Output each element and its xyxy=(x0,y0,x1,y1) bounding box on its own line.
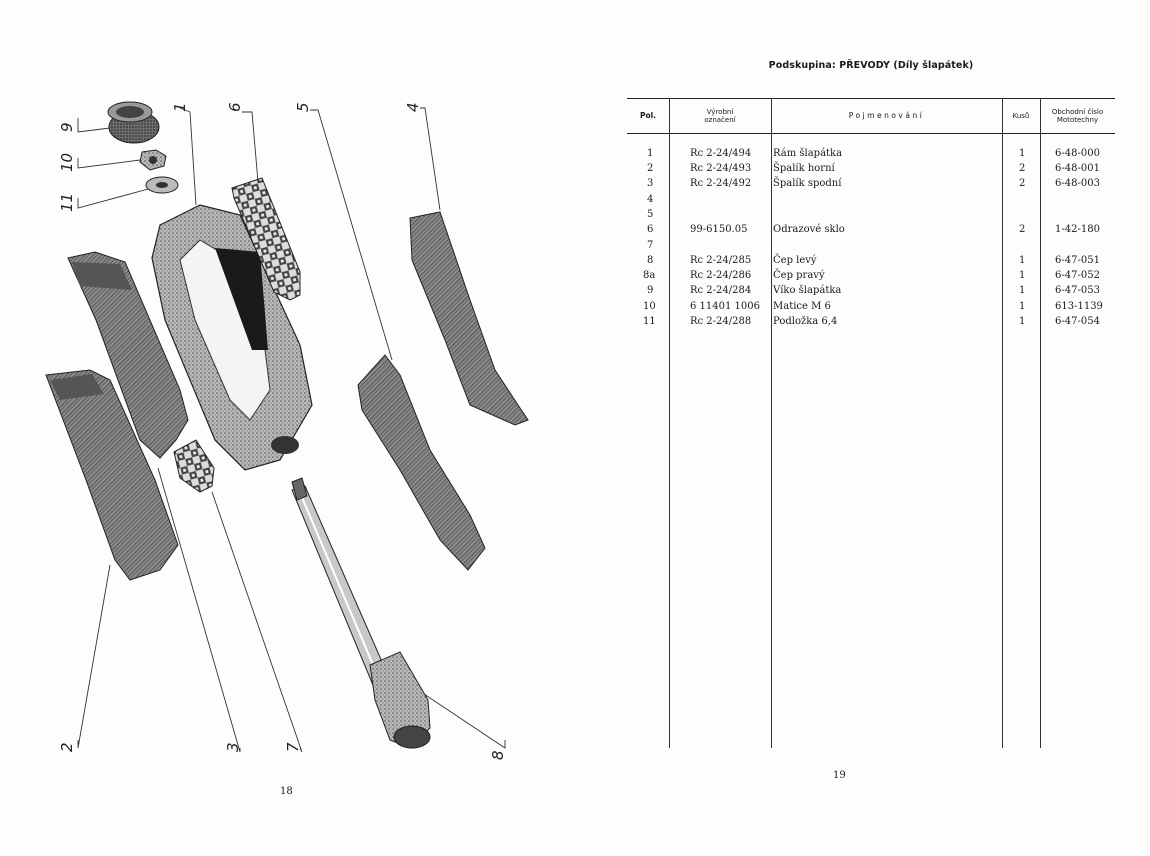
cell-name: Odrazové sklo xyxy=(773,224,845,235)
callout-10: 10 xyxy=(58,152,76,172)
cell-obchodni: 6-48-003 xyxy=(1055,178,1100,189)
callout-4: 4 xyxy=(404,102,422,112)
cell-obchodni: 6-47-053 xyxy=(1055,285,1100,296)
header-kusu: Kusů xyxy=(1012,111,1030,120)
cell-obchodni: 1-42-180 xyxy=(1055,224,1100,235)
table-row xyxy=(627,163,1115,175)
table-row xyxy=(627,148,1115,160)
callout-1: 1 xyxy=(171,102,189,112)
callout-5: 5 xyxy=(294,102,312,112)
callout-11: 11 xyxy=(58,192,76,212)
cell-pol: 7 xyxy=(647,240,654,251)
cell-obchodni: 613-1139 xyxy=(1055,301,1103,312)
cell-kusu: 1 xyxy=(1019,301,1026,312)
table-row xyxy=(627,240,1115,252)
table-row xyxy=(627,301,1115,313)
parts-table xyxy=(627,98,1115,748)
table-row xyxy=(627,255,1115,267)
table-row xyxy=(627,316,1115,328)
cell-name: Víko šlapátka xyxy=(773,285,842,296)
cell-kusu: 1 xyxy=(1019,285,1026,296)
table-row xyxy=(627,285,1115,297)
callout-3: 3 xyxy=(224,742,242,752)
part-small-reflector xyxy=(174,440,214,492)
cell-kusu: 2 xyxy=(1019,178,1026,189)
cell-pol: 9 xyxy=(647,285,654,296)
cell-pol: 2 xyxy=(647,163,654,174)
cell-pol: 11 xyxy=(643,316,656,327)
part-nut xyxy=(140,150,166,170)
subgroup-title: Podskupina: PŘEVODY (Díly šlapátek) xyxy=(768,60,974,71)
callout-6: 6 xyxy=(226,102,244,112)
cell-kusu: 2 xyxy=(1019,224,1026,235)
cell-pol: 8 xyxy=(647,255,654,266)
cell-pol: 4 xyxy=(647,194,654,205)
cell-vyrobni: 99-6150.05 xyxy=(690,224,748,235)
cell-vyrobni: Rc 2-24/493 xyxy=(690,163,752,174)
table-row xyxy=(627,270,1115,282)
callout-8: 8 xyxy=(489,750,507,760)
cell-pol: 10 xyxy=(643,301,656,312)
cell-obchodni: 6-48-000 xyxy=(1055,148,1100,159)
table-row xyxy=(627,209,1115,221)
cell-name: Špalík horní xyxy=(773,163,835,174)
part-washer xyxy=(146,177,178,193)
cell-name: Podložka 6,4 xyxy=(773,316,838,327)
cell-obchodni: 6-48-001 xyxy=(1055,163,1100,174)
table-header-rule xyxy=(627,133,1115,134)
header-vyrobni-oznaceni: Výrobní označení xyxy=(704,107,736,124)
cell-kusu: 1 xyxy=(1019,316,1026,327)
cell-vyrobni: Rc 2-24/286 xyxy=(690,270,752,281)
cell-vyrobni: Rc 2-24/494 xyxy=(690,148,752,159)
page-number-right: 19 xyxy=(833,770,846,781)
callout-2: 2 xyxy=(58,742,76,752)
callout-9: 9 xyxy=(58,122,76,132)
part-pin xyxy=(292,478,430,748)
cell-kusu: 1 xyxy=(1019,255,1026,266)
cell-name: Špalík spodní xyxy=(773,178,842,189)
cell-name: Čep levý xyxy=(773,255,817,266)
callout-7: 7 xyxy=(284,742,302,752)
cell-pol: 3 xyxy=(647,178,654,189)
cell-pol: 5 xyxy=(647,209,654,220)
cell-vyrobni: Rc 2-24/284 xyxy=(690,285,752,296)
header-pojmenovani: Pojmenování xyxy=(848,110,925,120)
cell-pol: 1 xyxy=(647,148,654,159)
cell-vyrobni: Rc 2-24/288 xyxy=(690,316,752,327)
cell-obchodni: 6-47-054 xyxy=(1055,316,1100,327)
cell-pol: 8a xyxy=(643,270,656,281)
page-number-left: 18 xyxy=(280,786,293,797)
cell-vyrobni: 6 11401 1006 xyxy=(690,301,760,312)
table-row xyxy=(627,178,1115,190)
cell-kusu: 1 xyxy=(1019,270,1026,281)
cell-pol: 6 xyxy=(647,224,654,235)
table-row xyxy=(627,194,1115,206)
part-cap xyxy=(108,102,159,143)
part-block-4 xyxy=(410,212,528,425)
cell-kusu: 2 xyxy=(1019,163,1026,174)
cell-vyrobni: Rc 2-24/285 xyxy=(690,255,752,266)
cell-name: Rám šlapátka xyxy=(773,148,843,159)
cell-name: Matice M 6 xyxy=(773,301,831,312)
cell-obchodni: 6-47-051 xyxy=(1055,255,1100,266)
header-obchodni-cislo: Obchodní číslo Mototechny xyxy=(1051,107,1104,124)
cell-obchodni: 6-47-052 xyxy=(1055,270,1100,281)
cell-name: Čep pravý xyxy=(773,270,825,281)
table-row xyxy=(627,224,1115,236)
cell-vyrobni: Rc 2-24/492 xyxy=(690,178,752,189)
cell-kusu: 1 xyxy=(1019,148,1026,159)
header-pol: Pol. xyxy=(639,110,657,120)
